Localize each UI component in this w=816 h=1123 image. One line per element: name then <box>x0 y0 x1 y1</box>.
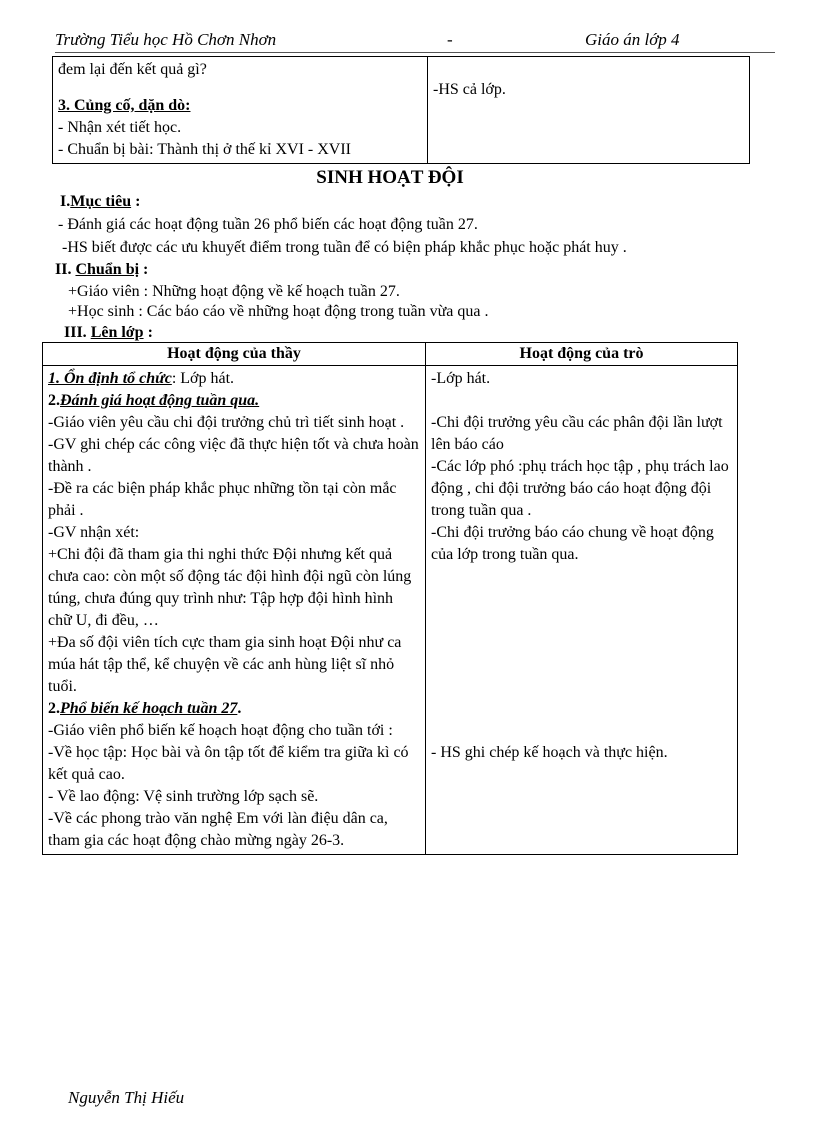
section-label: Lên lớp <box>90 324 144 341</box>
column-header-student: Hoạt động của trò <box>426 343 738 366</box>
student-activities-cell <box>426 366 738 855</box>
activity-number: 2. <box>48 392 60 409</box>
student-activity: -Chi đội trưởng yêu cầu các phân đội lần lượt lên báo cáo <box>431 414 723 453</box>
header-dash: - <box>447 30 453 49</box>
section-preparation-heading <box>55 259 148 281</box>
activity-heading-rest: : Lớp hát. <box>171 370 235 387</box>
spacer <box>433 59 744 79</box>
activity-item <box>48 698 420 720</box>
activity-item <box>48 390 420 412</box>
spacer <box>431 390 732 412</box>
section-colon: : <box>131 193 141 210</box>
activity-text: - Về lao động: Vệ sinh trường lớp sạch sẽ. <box>48 788 319 805</box>
text-line: đem lại đến kết quả gì? <box>58 61 207 78</box>
section-class-heading <box>64 322 153 344</box>
teacher-activities-cell <box>43 366 426 855</box>
previous-lesson-left-cell <box>53 57 428 164</box>
activity-heading-end: . <box>237 700 242 717</box>
school-name: Trường Tiểu học Hồ Chơn Nhơn <box>55 30 277 49</box>
page-title: SINH HOẠT ĐỘI <box>316 167 464 188</box>
header-divider <box>55 52 775 53</box>
section-number: I. <box>60 193 71 210</box>
previous-lesson-right-cell <box>428 57 750 164</box>
section-number: III. <box>64 324 91 341</box>
student-activity: -Lớp hát. <box>431 370 491 387</box>
activity-text: -Đề ra các biện pháp khắc phục những tồn tại còn mắc phải . <box>48 480 397 519</box>
activity-heading: 1. Ổn định tổ chức <box>48 370 172 387</box>
table-header-row <box>43 343 738 366</box>
author-name: Nguyễn Thị Hiếu <box>68 1088 185 1107</box>
preparation-line: +Học sinh : Các báo cáo về những hoạt động trong tuần vừa qua . <box>68 303 489 320</box>
section-objectives-heading <box>60 191 140 213</box>
activity-text: -Về các phong trào văn nghệ Em với làn điệu dân ca, tham gia các hoạt động chào mừng ngày 26-3. <box>48 810 388 849</box>
activity-text: +Đa số đội viên tích cực tham gia sinh hoạt Đội như ca múa hát tập thể, kể chuyện về các anh hùng liệt sĩ nhỏ tuổi. <box>48 634 402 695</box>
student-activity: -Chi đội trưởng báo cáo chung về hoạt động của lớp trong tuần qua. <box>431 524 714 563</box>
page-header <box>55 30 705 54</box>
section-label: Mục tiêu <box>70 193 132 210</box>
activity-table <box>42 342 738 855</box>
section-heading: 3. Củng cố, dặn dò: <box>58 97 191 114</box>
activity-text: -Giáo viên phổ biến kế hoạch hoạt động cho tuần tới : <box>48 722 393 739</box>
section-number: II. <box>55 261 76 278</box>
preparation-line: +Giáo viên : Những hoạt động về kế hoạch tuần 27. <box>68 283 400 300</box>
subject-label: Giáo án lớp 4 <box>585 30 680 49</box>
text-line: - Chuẩn bị bài: Thành thị ở thế kỉ XVI - XVII <box>58 141 351 158</box>
activity-text: -Về học tập: Học bài và ôn tập tốt để kiểm tra giữa kì có kết quả cao. <box>48 744 409 783</box>
section-label: Chuẩn bị <box>75 261 140 278</box>
activity-text: -Giáo viên yêu cầu chi đội trưởng chủ trì tiết sinh hoạt . <box>48 414 405 431</box>
section-colon: : <box>143 324 153 341</box>
objective-line: -HS biết được các ưu khuyết điểm trong tuần để có biện pháp khắc phục hoặc phát huy . <box>62 239 627 256</box>
text-line: -HS cả lớp. <box>433 81 506 98</box>
student-activity: - HS ghi chép kế hoạch và thực hiện. <box>431 744 668 761</box>
previous-lesson-table <box>52 56 750 164</box>
activity-heading: Phổ biến kế hoạch tuần 27 <box>60 700 238 717</box>
section-colon: : <box>139 261 149 278</box>
activity-text: -GV ghi chép các công việc đã thực hiện tốt và chưa hoàn thành . <box>48 436 419 475</box>
objective-line: - Đánh giá các hoạt động tuần 26 phổ biến các hoạt động tuần 27. <box>58 216 478 233</box>
activity-text: -GV nhận xét: <box>48 524 140 541</box>
spacer <box>58 81 422 95</box>
spacer <box>431 566 732 742</box>
text-line: - Nhận xét tiết học. <box>58 119 182 136</box>
column-header-teacher: Hoạt động của thầy <box>43 343 426 366</box>
activity-text: +Chi đội đã tham gia thi nghi thức Đội nhưng kết quả chưa cao: còn một số động tác đội hình đội ngũ còn lúng túng, chưa đúng quy trình như: Tập hợp đội hình hình chữ U, đi đều, … <box>48 546 412 629</box>
activity-number: 2. <box>48 700 60 717</box>
activity-item <box>48 368 420 390</box>
student-activity: -Các lớp phó :phụ trách học tập , phụ trách lao động , chi đội trưởng báo cáo hoạt động đội trong tuần qua . <box>431 458 729 519</box>
table-row <box>43 366 738 855</box>
activity-heading: Đánh giá hoạt động tuần qua. <box>60 392 260 409</box>
